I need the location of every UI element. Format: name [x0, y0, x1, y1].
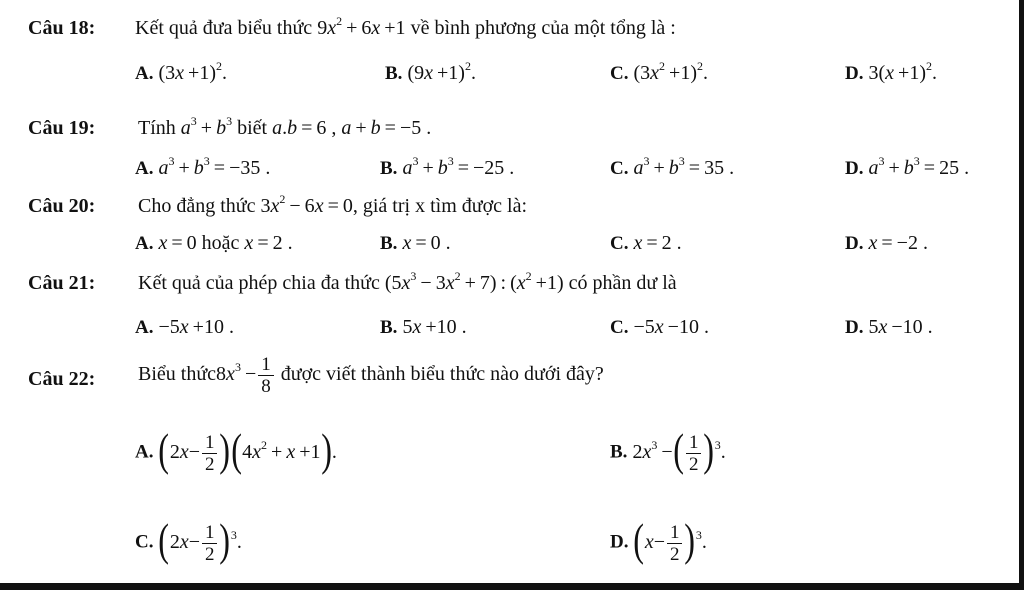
question-22-option-b[interactable]: B. $2x^3$ −( $\frac{1}{2}$ )$^3$.: [610, 424, 726, 475]
question-18-option-b[interactable]: B. $(9x +1)^2$.: [385, 59, 476, 84]
question-22-number: Câu 22:: [28, 368, 96, 390]
question-19-number: Câu 19:: [28, 117, 96, 139]
question-21-option-a[interactable]: A. −5x +10 .: [135, 316, 234, 338]
question-20-option-b[interactable]: B. x = 0 .: [380, 232, 451, 254]
question-20-option-a[interactable]: A. x = 0 hoặc x = 2 .: [135, 232, 293, 254]
question-20-option-d[interactable]: D. x = −2 .: [845, 232, 928, 254]
question-22-expression: $8x^3$ − $\frac{1}{8}$: [216, 363, 276, 385]
question-20-text: [138, 192, 528, 218]
question-18-expression: $9x^2 + 6x +1$: [317, 14, 411, 39]
question-20-outro: , giá trị x tìm được là:: [352, 195, 528, 217]
question-18-intro: Kết quả đưa biểu thức: [135, 17, 313, 39]
question-18-option-a[interactable]: A. $(3x +1)^2$.: [135, 59, 227, 84]
question-21-number: Câu 21:: [28, 272, 96, 294]
question-19-intro: Tính: [138, 117, 176, 139]
question-22-outro: được viết thành biểu thức nào dưới đây?: [280, 363, 604, 386]
question-22-text: [138, 355, 604, 396]
question-20-expression: $3x^2 - 6x = 0$: [260, 192, 353, 217]
question-21-option-d[interactable]: D. 5x −10 .: [845, 316, 933, 338]
fraction-one-eighth: $\frac{1}{8}$: [258, 355, 274, 396]
question-18-option-c[interactable]: C. $(3x^2 +1)^2$.: [610, 59, 708, 84]
question-21-option-b[interactable]: B. 5x +10 .: [380, 316, 467, 338]
question-20-option-c[interactable]: C. x = 2 .: [610, 232, 682, 254]
question-22-intro: Biểu thức: [138, 363, 217, 386]
question-18-text: [135, 14, 676, 40]
question-19-mid: biết: [237, 117, 268, 139]
question-21-intro: Kết quả của phép chia đa thức: [138, 272, 380, 294]
question-21-outro: có phần dư là: [568, 272, 677, 294]
question-21-expression: $(5x^3 - 3x^2 + 7)$ : $(x^2 +1)$: [384, 269, 569, 294]
question-21-text: [138, 269, 677, 295]
question-19-expression: $a^3 + b^3$: [180, 114, 233, 139]
question-22-option-c[interactable]: C. (2x− $\frac{1}{2}$ )$^3$.: [135, 514, 242, 565]
question-19-option-c[interactable]: C. $a^3 + b^3 = 35$ .: [610, 154, 735, 179]
question-22-option-d[interactable]: D. (x− $\frac{1}{2}$ )$^3$.: [610, 514, 707, 565]
question-18-outro: về bình phương của một tổng là :: [410, 17, 676, 39]
question-20-number: Câu 20:: [28, 195, 96, 217]
question-18-option-d[interactable]: D. $3(x +1)^2$.: [845, 59, 937, 84]
question-19-option-d[interactable]: D. $a^3 + b^3 = 25$ .: [845, 154, 970, 179]
question-22-option-a[interactable]: A. (2x− $\frac{1}{2}$ )$(4x^2 + x +1)$.: [135, 424, 337, 475]
question-19-option-b[interactable]: B. $a^3 + b^3 = -25$ .: [380, 154, 515, 179]
question-19-text: [138, 114, 432, 140]
question-20-intro: Cho đẳng thức: [138, 195, 256, 217]
question-21-option-c[interactable]: C. −5x −10 .: [610, 316, 709, 338]
question-19-option-a[interactable]: A. $a^3 + b^3 = -35$ .: [135, 154, 271, 179]
question-19-condition: a.b = 6 , a + b = −5 .: [272, 117, 432, 139]
question-18-number: Câu 18:: [28, 17, 96, 39]
